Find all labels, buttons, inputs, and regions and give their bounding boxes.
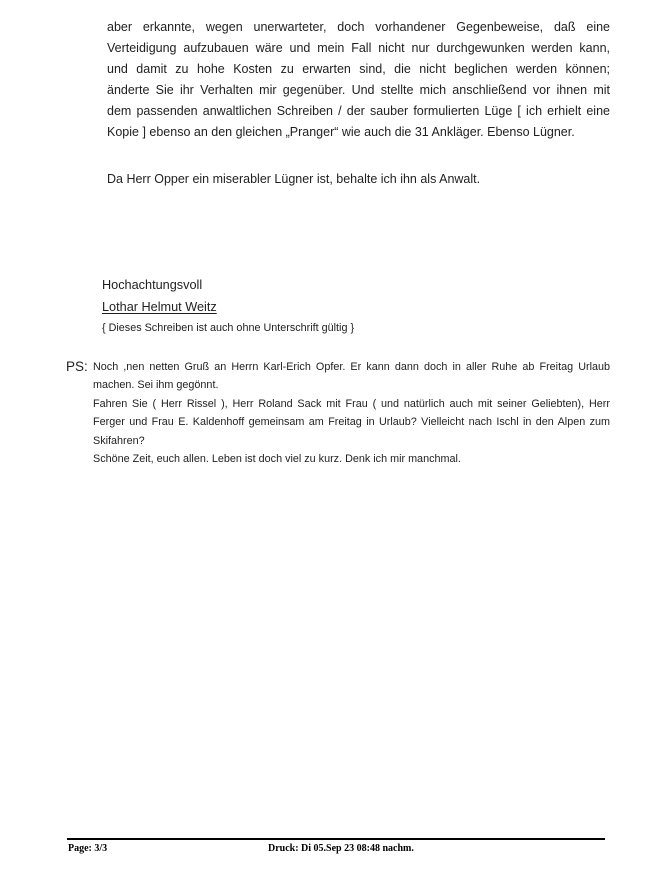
ps-line: Ferger und Frau E. Kaldenhoff gemeinsam am Freitag in Urlaub? Vielleicht nach Ischl in den Alpen zum: [93, 416, 610, 429]
signature-validity-note: { Dieses Schreiben ist auch ohne Unterschrift gültig }: [102, 322, 355, 334]
page-number: Page: 3/3: [68, 843, 108, 854]
statement-sentence: Da Herr Opper ein miserabler Lügner ist, behalte ich ihn als Anwalt.: [107, 172, 481, 186]
ps-line: Schöne Zeit, euch allen. Leben ist doch viel zu kurz. Denk ich mir manchmal.: [93, 453, 461, 466]
ps-line: Noch ,nen netten Gruß an Herrn Karl-Erich Opfer. Er kann dann doch in aller Ruhe ab Freitag Urlaub: [93, 361, 610, 373]
ps-label: PS:: [66, 359, 88, 374]
closing-salutation: Hochachtungsvoll: [102, 278, 203, 292]
sender-name: Lothar Helmut Weitz: [102, 300, 217, 314]
paragraph-line: änderte Sie ihr Verhalten mir gegenüber. Und stellte mich anschließend vor ihnen mit: [107, 83, 610, 97]
paragraph-line: aber erkannte, wegen unerwarteter, doch vorhandener Gegenbeweise, daß eine: [107, 20, 610, 34]
paragraph-line: Verteidigung aufzubauen wäre und mein Fall nicht nur durchgewunken werden kann,: [107, 41, 610, 55]
footer-divider: [67, 838, 605, 840]
postscript-block: [93, 358, 610, 468]
paragraph-line: und damit zu hohe Kosten zu erwarten sind, die nicht beglichen werden können;: [107, 62, 610, 76]
print-timestamp: Druck: Di 05.Sep 23 08:48 nachm.: [268, 843, 414, 854]
paragraph-line: Kopie ] ebenso an den gleichen „Pranger“ wie auch die 31 Ankläger. Ebenso Lügner.: [107, 125, 575, 139]
ps-line: Fahren Sie ( Herr Rissel ), Herr Roland Sack mit Frau ( und natürlich auch mit seiner Geliebten), Herr: [93, 397, 610, 410]
ps-line: Skifahren?: [93, 434, 145, 447]
paragraph-line: dem passenden anwaltlichen Schreiben / der sauber formulierten Lüge [ ich erhielt eine: [107, 104, 610, 118]
body-paragraph: [107, 17, 610, 143]
ps-line: machen. Sei ihm gegönnt.: [93, 379, 219, 392]
